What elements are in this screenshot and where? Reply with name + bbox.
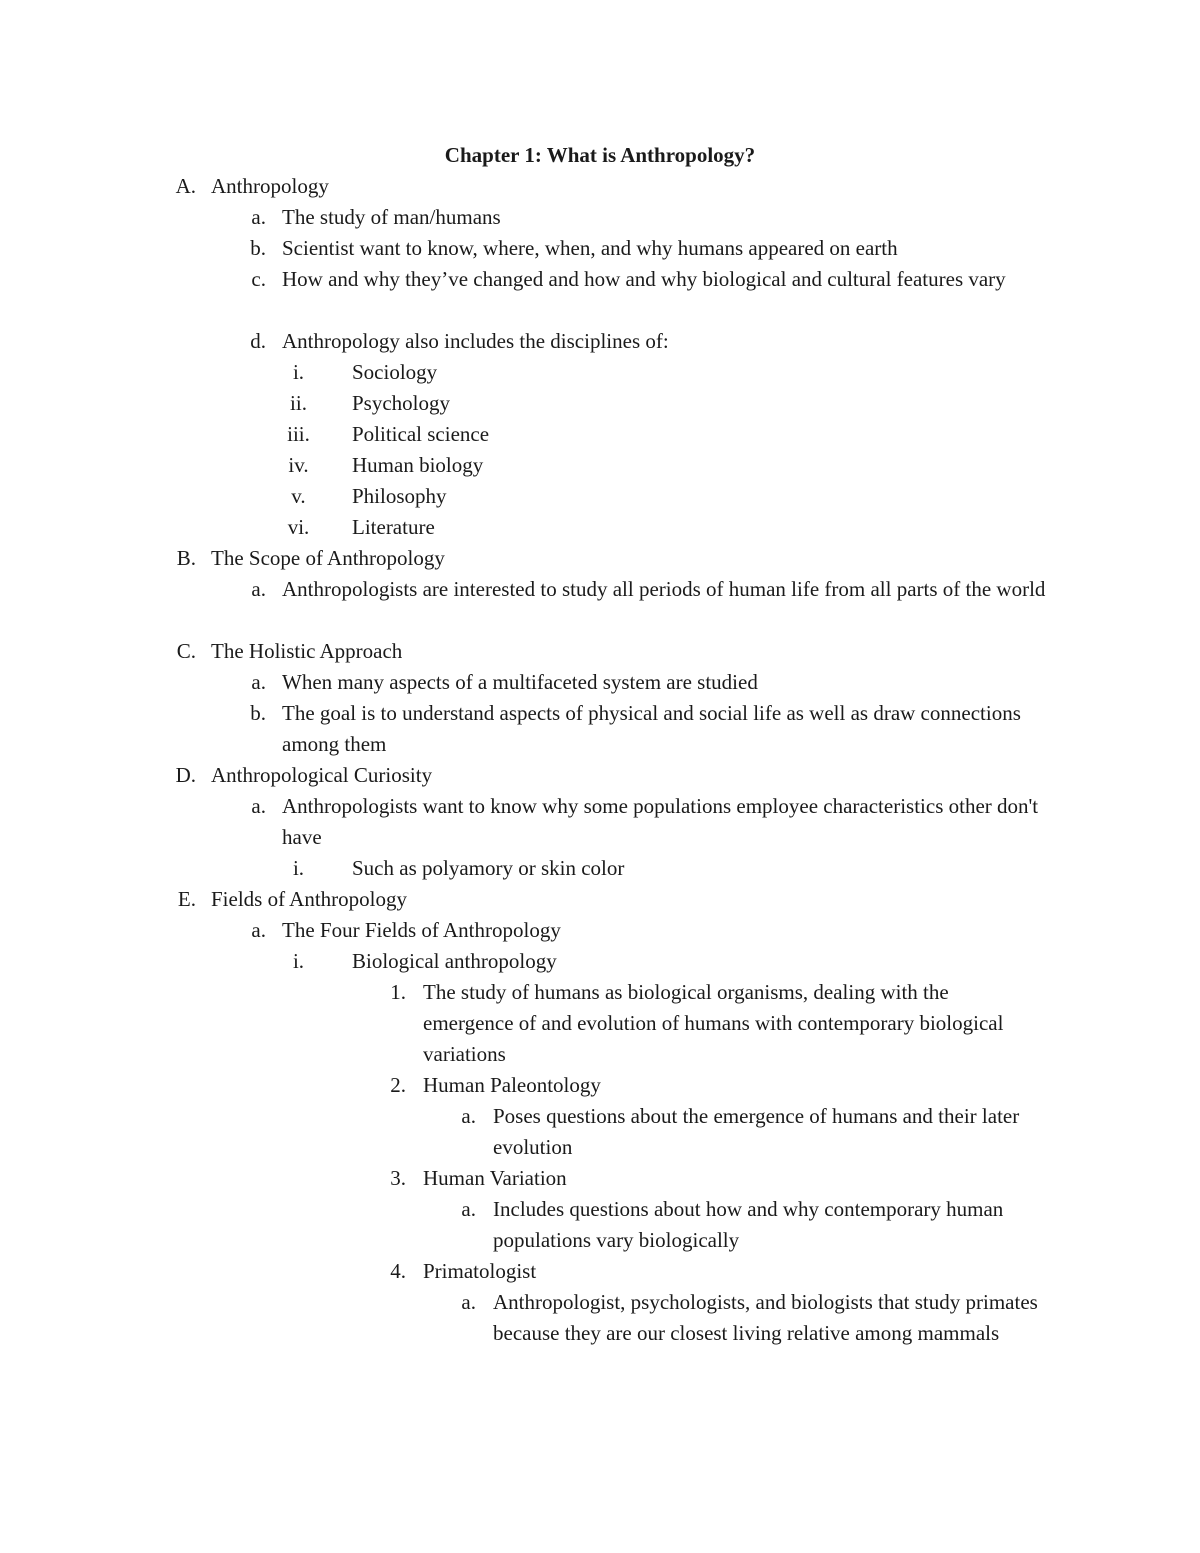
outline-text: Psychology [352,391,451,415]
outline-item [0,667,1200,698]
outline-item [0,233,1200,264]
outline-marker: B. [176,546,196,570]
outline-marker: a. [251,918,266,942]
outline-marker: d. [250,329,266,353]
outline-text: Political science [352,422,490,446]
outline-text: Biological anthropology [352,949,557,973]
outline-item [0,791,1200,853]
outline-text: Human Paleontology [423,1073,601,1097]
outline-marker: 4. [390,1259,406,1283]
outline-marker: i. [292,949,305,973]
outline-text: The Scope of Anthropology [211,546,445,570]
outline-marker: b. [250,236,266,260]
outline-marker: v. [291,484,306,508]
outline-text: How and why they’ve changed and how and why biological and cultural features vary [282,267,1006,291]
outline-item [0,977,1200,1070]
outline-marker: a. [251,577,266,601]
outline-marker: iv. [288,453,309,477]
outline-text: Scientist want to know, where, when, and why humans appeared on earth [282,236,898,260]
outline-item [0,915,1200,946]
outline-text: The study of humans as biological organisms, dealing with the emergence of and evolution of humans with contemporary biological variations [423,980,1004,1066]
outline-text: The study of man/humans [282,205,501,229]
outline-text: The Holistic Approach [211,639,403,663]
outline-item [0,574,1200,636]
outline-item [0,1101,1200,1163]
outline-marker: 1. [390,980,406,1004]
outline-item [0,884,1200,915]
outline-item [0,543,1200,574]
outline-text: Includes questions about how and why contemporary human populations vary biologically [493,1197,1004,1252]
outline-item [0,1163,1200,1194]
outline-marker: c. [251,267,266,291]
outline-text: Human Variation [423,1166,567,1190]
outline-marker: D. [175,763,196,787]
outline-text: Literature [352,515,435,539]
outline-text: Poses questions about the emergence of humans and their later evolution [493,1104,1020,1159]
outline-item [0,1070,1200,1101]
outline-marker: a. [461,1290,476,1314]
outline-marker: i. [292,856,305,880]
outline-text: The Four Fields of Anthropology [282,918,561,942]
outline-marker: iii. [287,422,310,446]
outline-item [0,853,1200,884]
outline-marker: a. [251,794,266,818]
outline-item [0,264,1200,326]
outline-item [0,171,1200,202]
outline-text: Anthropology [211,174,329,198]
outline-marker: b. [250,701,266,725]
outline-text: Such as polyamory or skin color [352,856,625,880]
outline-marker: 3. [390,1166,406,1190]
outline-item [0,202,1200,233]
outline-text: Anthropology also includes the disciplines of: [282,329,669,353]
outline-item [0,1256,1200,1287]
outline-item [0,1194,1200,1256]
outline-text: Anthropologists want to know why some populations employee characteristics other don't have [282,794,1039,849]
outline-text: Human biology [352,453,484,477]
outline-item [0,357,1200,388]
outline-marker: i. [292,360,305,384]
outline-list [0,171,1200,1380]
outline-text: Fields of Anthropology [211,887,408,911]
outline-item [0,1287,1200,1380]
outline-marker: a. [461,1197,476,1221]
outline-text: Philosophy [352,484,447,508]
outline-item [0,946,1200,977]
outline-text: Sociology [352,360,438,384]
outline-item [0,388,1200,419]
outline-item [0,760,1200,791]
outline-marker: A. [175,174,196,198]
outline-marker: a. [251,670,266,694]
outline-text: Anthropologists are interested to study all periods of human life from all parts of the world [282,577,1046,601]
outline-item [0,698,1200,760]
outline-item [0,450,1200,481]
outline-marker: a. [461,1104,476,1128]
outline-text: Primatologist [423,1259,537,1283]
outline-marker: a. [251,205,266,229]
outline-marker: C. [176,639,196,663]
outline-text: The goal is to understand aspects of physical and social life as well as draw connections among them [282,701,1021,756]
outline-text: Anthropological Curiosity [211,763,433,787]
outline-text: Anthropologist, psychologists, and biologists that study primates because they are our closest living relative among mammals [493,1290,1038,1345]
outline-item [0,481,1200,512]
outline-text: When many aspects of a multifaceted system are studied [282,670,758,694]
outline-item [0,419,1200,450]
outline-marker: vi. [287,515,310,539]
outline-marker: 2. [390,1073,406,1097]
outline-item [0,326,1200,357]
page-title: Chapter 1: What is Anthropology? [444,143,756,167]
outline-item [0,636,1200,667]
outline-item [0,512,1200,543]
outline-marker: E. [177,887,196,911]
outline-marker: ii. [290,391,307,415]
